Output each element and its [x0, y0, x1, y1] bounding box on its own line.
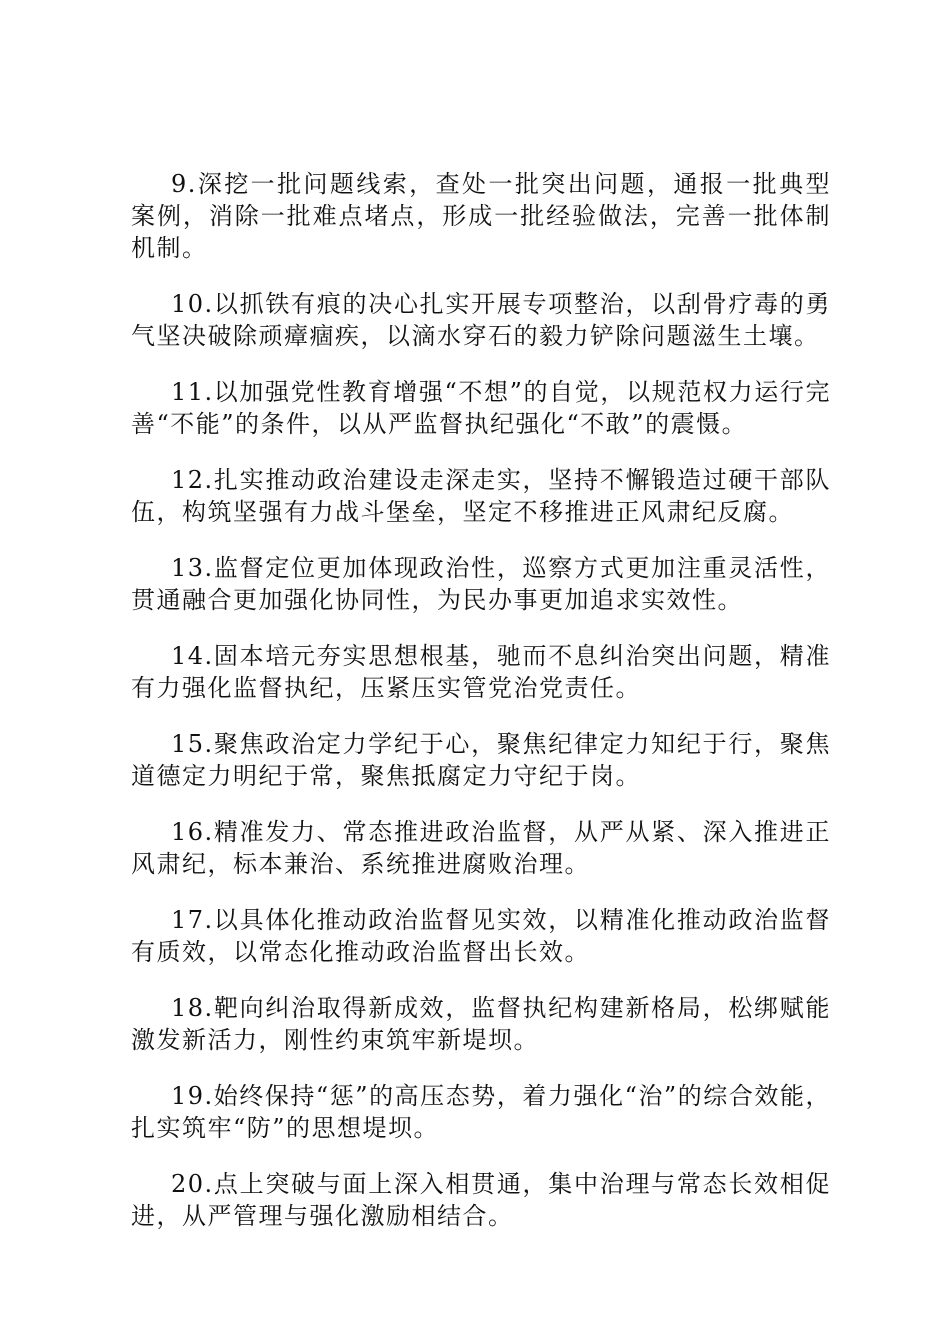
paragraph-16: 16.精准发力、常态推进政治监督，从严从紧、深入推进正风肃纪，标本兼治、系统推进腐败治理。 [131, 818, 831, 878]
paragraph-13: 13.监督定位更加体现政治性，巡察方式更加注重灵活性，贯通融合更加强化协同性，为民办事更加追求实效性。 [131, 554, 831, 614]
paragraph-12: 12.扎实推动政治建设走深走实，坚持不懈锻造过硬干部队伍，构筑坚强有力战斗堡垒，坚定不移推进正风肃纪反腐。 [131, 466, 831, 526]
paragraph-17: 17.以具体化推动政治监督见实效，以精准化推动政治监督有质效，以常态化推动政治监督出长效。 [131, 906, 831, 966]
document-body [131, 168, 831, 1256]
paragraph-14: 14.固本培元夯实思想根基，驰而不息纠治突出问题，精准有力强化监督执纪，压紧压实管党治党责任。 [131, 642, 831, 702]
paragraph-18: 18.靶向纠治取得新成效，监督执纪构建新格局，松绑赋能激发新活力，刚性约束筑牢新堤坝。 [131, 994, 831, 1054]
paragraph-11: 11.以加强党性教育增强“不想”的自觉，以规范权力运行完善“不能”的条件，以从严监督执纪强化“不敢”的震慑。 [131, 378, 831, 438]
paragraph-9: 9.深挖一批问题线索，查处一批突出问题，通报一批典型案例，消除一批难点堵点，形成一批经验做法，完善一批体制机制。 [131, 170, 831, 262]
paragraph-10: 10.以抓铁有痕的决心扎实开展专项整治，以刮骨疗毒的勇气坚决破除顽瘴痼疾，以滴水穿石的毅力铲除问题滋生土壤。 [131, 290, 831, 350]
paragraph-19: 19.始终保持“惩”的高压态势，着力强化“治”的综合效能，扎实筑牢“防”的思想堤坝。 [131, 1082, 831, 1142]
paragraph-20: 20.点上突破与面上深入相贯通，集中治理与常态长效相促进，从严管理与强化激励相结合。 [131, 1170, 831, 1230]
paragraph-15: 15.聚焦政治定力学纪于心，聚焦纪律定力知纪于行，聚焦道德定力明纪于常，聚焦抵腐定力守纪于岗。 [131, 730, 831, 790]
